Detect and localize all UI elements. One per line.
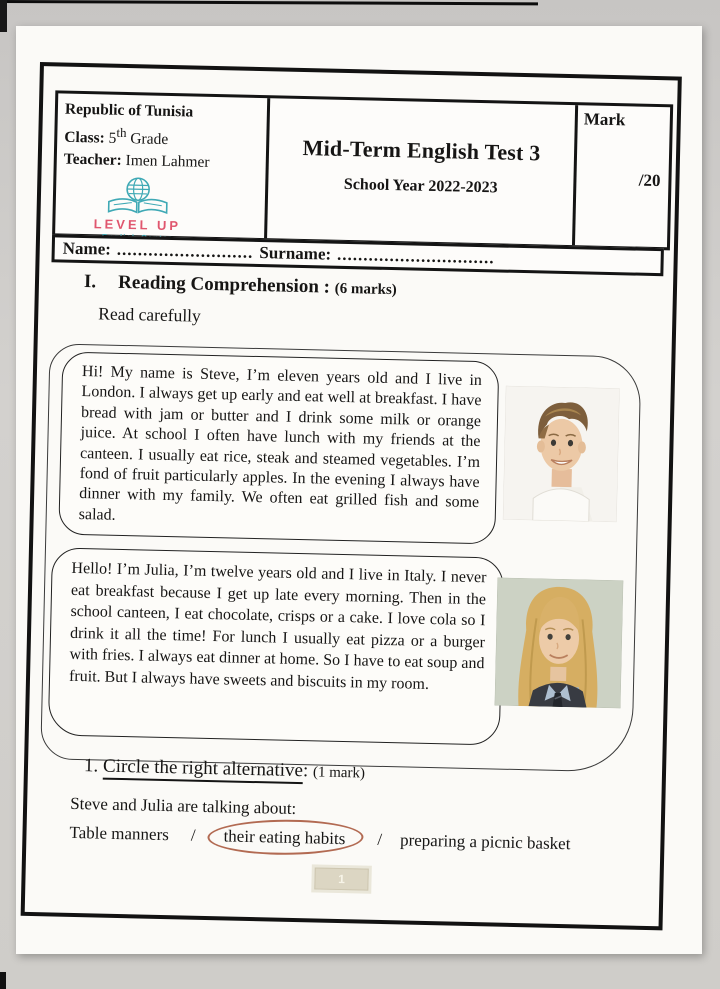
scan-artifact-top-strip: [0, 0, 538, 5]
page-number: 1: [338, 871, 346, 887]
page-content: [20, 62, 687, 936]
surname-fill-line[interactable]: ..............................: [336, 244, 495, 268]
mark-value: /20: [638, 170, 661, 191]
title-cell: [267, 98, 578, 245]
class-ordinal: th: [116, 124, 127, 140]
question1-title-text: Circle the right alternative: [102, 755, 304, 782]
teacher-label: Teacher:: [63, 150, 122, 170]
steve-passage-text: Hi! My name is Steve, I’m eleven years old and I live in London. I always get up early and eat well at breakfast. I have bread with jam or butter and I drink some milk or orange juice. At school I often have lunch with my friends at the canteen. I usually eat rice, steak and steamed vegetables. I’m fond of fruit particularly apples. In the evening I always have dinner with my family. We often eat grilled fish and some salad.: [78, 363, 483, 524]
page-number-box: [314, 867, 368, 890]
section-instruction: Read carefully: [98, 303, 202, 326]
class-label: Class:: [64, 128, 105, 147]
school-year: School Year 2022-2023: [343, 175, 498, 197]
country-name: Republic of Tunisia: [64, 100, 194, 121]
school-info-cell: [55, 93, 270, 238]
name-label: Name:: [62, 238, 112, 259]
test-title: Mid-Term English Test 3: [302, 134, 541, 166]
julia-speech-bubble: [48, 547, 504, 745]
scan-artifact-corner: [0, 0, 7, 32]
header-table: [52, 90, 673, 250]
question1-title: [103, 756, 303, 785]
question1-marks: (1 mark): [312, 764, 366, 782]
question1-colon: :: [302, 760, 309, 782]
logo-title: LEVEL UP: [93, 216, 182, 234]
julia-photo: [495, 578, 624, 709]
teacher-name: Imen Lahmer: [121, 152, 210, 172]
question1-number: 1.: [83, 755, 99, 777]
class-grade-word: Grade: [126, 130, 169, 149]
scan-artifact-bottom-mark: [0, 972, 6, 989]
section-numeral: I.: [83, 271, 97, 293]
option-their-eating-habits[interactable]: [217, 826, 351, 849]
option-separator-2: /: [377, 829, 383, 849]
julia-passage-text: Hello! I’m Julia, I’m twelve years old and I live in Italy. I never eat breakfast because I get up late every morning. Then in the school canteen, I eat chocolate, crisps or a cake. I love cola so I drink it all the time! For lunch I usually eat pizza or a burger with fries. I always eat dinner at home. So I have to eat soup and fruit. But I always have sweets and biscuits in my room.: [68, 559, 487, 693]
class-line: [64, 121, 263, 154]
class-number: 5: [108, 129, 117, 147]
teacher-line: [64, 149, 262, 175]
option-picnic-basket[interactable]: preparing a picnic basket: [399, 830, 571, 854]
steve-speech-bubble: [58, 352, 499, 545]
surname-label: Surname:: [259, 243, 332, 264]
section-marks: (6 marks): [334, 280, 397, 299]
section-title: Reading Comprehension :: [117, 271, 331, 298]
globe-book-icon: [101, 176, 174, 220]
option-their-eating-habits-text: their eating habits: [223, 826, 346, 849]
option-separator-1: /: [190, 825, 196, 845]
name-fill-line[interactable]: ..........................: [116, 239, 254, 262]
option-table-manners[interactable]: Table manners: [69, 822, 170, 845]
mark-label: Mark: [583, 109, 626, 130]
levelup-logo: [62, 175, 213, 244]
steve-photo: [503, 386, 620, 523]
mark-cell: [575, 105, 670, 247]
question1-prompt: Steve and Julia are talking about:: [69, 793, 297, 819]
